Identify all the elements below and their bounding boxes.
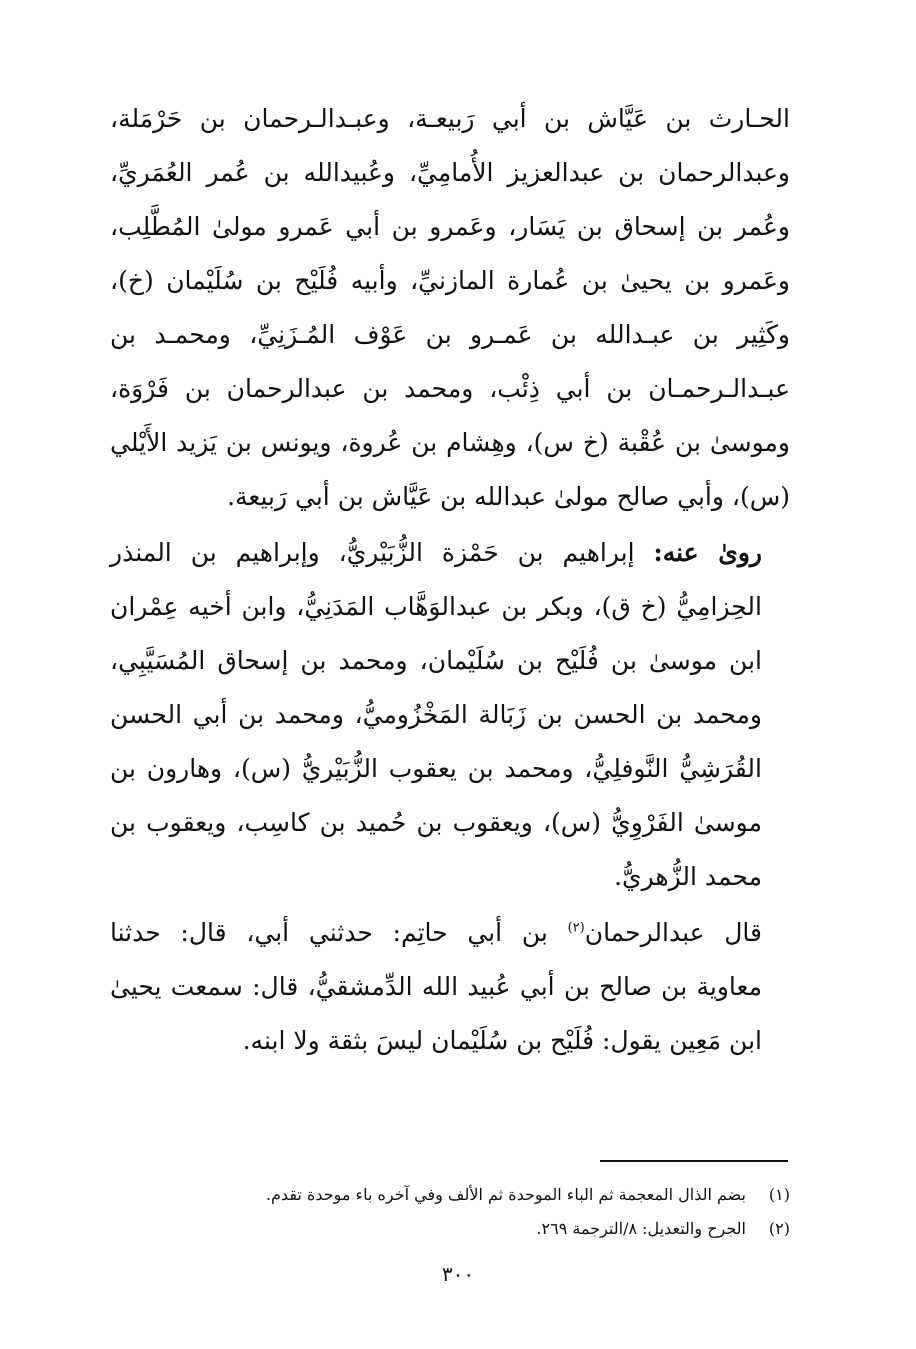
text-line: ابن مَعِين يقول: فُلَيْح بن سُلَيْمان ليسَ بثقة ولا ابنه. (242, 1026, 762, 1055)
footnote-divider (600, 1160, 788, 1162)
text-line: الحِزامِيُّ (خ ق)، وبكر بن عبدالوَهَّاب المَدَنِيُّ، وابن أخيه عِمْران (110, 592, 762, 621)
text-line: ومحمد بن الحسن بن زَبَالة المَخْزُوميُّ، ومحمد بن أبي الحسن (110, 700, 762, 729)
text-line: (س)، وأبي صالح مولىٰ عبدالله بن عَيَّاش بن أبي رَبيعة. (227, 482, 790, 511)
section-lead: روىٰ عنه: (653, 538, 763, 567)
text-line: معاوية بن صالح بن أبي عُبيد الله الدِّمشقيُّ، قال: سمعت يحيىٰ (110, 972, 762, 1001)
page-number: ٣٠٠ (441, 1262, 475, 1286)
text-line: عبـدالـرحمـان بن أبي ذِئْب، ومحمد بن عبدالرحمان بن فَرْوَة، (110, 374, 790, 403)
footnote-reference: (٢) (567, 920, 585, 936)
text-line (110, 906, 790, 960)
text-line: القُرَشِيُّ النَّوفلِيُّ، ومحمد بن يعقوب الزُّبَيْريُّ (س)، وهارون بن (110, 754, 762, 783)
text-line: موسىٰ الفَرْوِيُّ (س)، ويعقوب بن حُميد بن كاسِب، ويعقوب بن (110, 808, 762, 837)
footnote-text: الجرح والتعديل: ٨/الترجمة ٢٦٩. (536, 1219, 746, 1238)
text-line: ابن موسىٰ بن فُلَيْح بن سُلَيْمان، ومحمد بن إسحاق المُسَيَّبِي، (110, 646, 762, 675)
text-line: وعَمرو بن يحيىٰ بن عُمارة المازنيِّ، وأبيه فُلَيْح بن سُلَيْمان (خ)، (110, 266, 790, 295)
text-segment: قال عبدالرحمان (584, 918, 762, 947)
text-line: محمد الزُّهريُّ. (614, 862, 762, 891)
footnote-item (110, 1178, 790, 1212)
paragraph-narrated-by (110, 526, 790, 904)
paragraph-quote (110, 906, 790, 1068)
footnotes (110, 1178, 790, 1246)
footnote-number: (٢) (768, 1219, 790, 1238)
text-line: وموسىٰ بن عُقْبة (خ س)، وهِشام بن عُروة، ويونس بن يَزيد الأَيْلي (110, 428, 790, 457)
footnote-number: (١) (768, 1185, 790, 1204)
text-segment: بن أبي حاتِم: حدثني أبي، قال: حدثنا (110, 918, 568, 947)
main-text (110, 92, 790, 1068)
footnote-text: بضم الذال المعجمة ثم الباء الموحدة ثم الألف وفي آخره باء موحدة تقدم. (265, 1185, 746, 1204)
text-line: وكَثِير بن عبـدالله بن عَمـرو بن عَوْف المُـزَنِيِّ، ومحمـد بن (110, 320, 790, 349)
text-segment: إبراهيم بن حَمْزة الزُّبَيْريُّ، وإبراهيم بن المنذر (110, 538, 654, 567)
text-line: وعُمر بن إسحاق بن يَسَار، وعَمرو بن أبي عَمرو مولىٰ المُطَّلِب، (110, 212, 790, 241)
footnote-item (110, 1212, 790, 1246)
text-line (110, 526, 790, 580)
text-line: الحـارث بن عَيَّاش بن أبي رَبيعـة، وعبـدالـرحمان بن حَرْمَلة، (110, 104, 790, 133)
paragraph-narrators-from (110, 92, 790, 524)
text-line: وعبدالرحمان بن عبدالعزيز الأُمامِيِّ، وعُبيدالله بن عُمر العُمَريِّ، (110, 158, 790, 187)
